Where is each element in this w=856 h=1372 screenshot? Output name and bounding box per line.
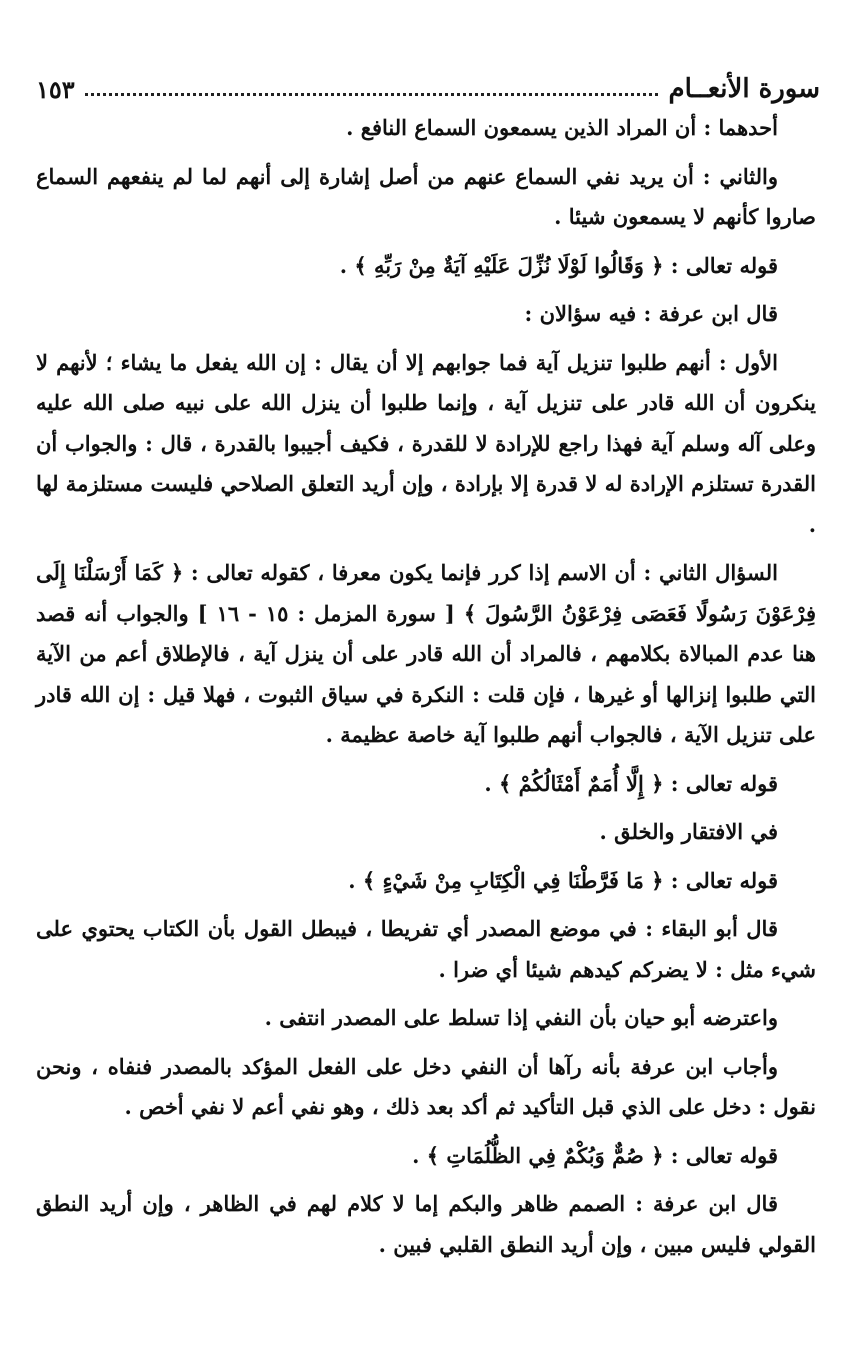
verse-heading: قوله تعالى : ﴿ مَا فَرَّطْنَا فِي الْكِتَابِ مِنْ شَيْءٍ ﴾ . <box>348 867 778 893</box>
page-body <box>36 108 816 1273</box>
surah-title: سورة الأنعــام <box>668 74 820 104</box>
paragraph: وأجاب ابن عرفة بأنه رآها أن النفي دخل على الفعل المؤكد بالمصدر فنفاه ، ونحن نقول : دخل على الذي قبل التأكيد ثم أكد بعد ذلك ، وهو نفي أعم لا نفي أخص . <box>36 1053 816 1119</box>
paragraph: واعترضه أبو حيان بأن النفي إذا تسلط على المصدر انتفى . <box>264 1005 778 1030</box>
paragraph: قال ابن عرفة : فيه سؤالان : <box>524 301 778 326</box>
page-number: ١٥٣ <box>36 75 75 104</box>
paragraph: قال أبو البقاء : في موضع المصدر أي تفريطا ، فيبطل القول بأن الكتاب يحتوي على شيء مثل : لا يضركم كيدهم شيئا أي ضرا . <box>36 916 816 982</box>
paragraph: والثاني : أن يريد نفي السماع عنهم من أصل إشارة إلى أنهم لما لم ينفعهم السماع صاروا كأنهم لا يسمعون شيئا . <box>36 163 816 229</box>
verse-heading: قوله تعالى : ﴿ إِلَّا أُمَمٌ أَمْثَالُكُمْ ﴾ . <box>484 770 778 796</box>
verse-heading: قوله تعالى : ﴿ وَقَالُوا لَوْلَا نُزِّلَ عَلَيْهِ آيَةٌ مِنْ رَبِّهِ ﴾ . <box>339 252 778 278</box>
paragraph: قال ابن عرفة : الصمم ظاهر والبكم إما لا كلام لهم في الظاهر ، وإن أريد النطق القولي فليس مبين ، وإن أريد النطق القلبي فبين . <box>36 1191 816 1257</box>
verse-heading: قوله تعالى : ﴿ صُمٌّ وَبُكْمٌ فِي الظُّلُمَاتِ ﴾ . <box>412 1142 778 1168</box>
paragraph: السؤال الثاني : أن الاسم إذا كرر فإنما يكون معرفا ، كقوله تعالى : ﴿ كَمَا أَرْسَلْنَا إِلَى فِرْعَوْنَ رَسُولًا فَعَصَى فِرْعَوْنُ الرَّسُولَ ﴾ [ سورة المزمل : ١٥ - ١٦ ] والجواب أنه قصد هنا عدم المبالاة بكلامهم ، فالمراد أن الله قادر على أن ينزل آية ، فالإطلاق أعم من الآية التي طلبوا إنزالها أو غيرها ، فإن قلت : النكرة في سياق الثبوت ، فهلا قيل : إن الله قادر على تنزيل الآية ، فالجواب أنهم طلبوا آية خاصة عظيمة . <box>36 560 816 747</box>
paragraph: الأول : أنهم طلبوا تنزيل آية فما جوابهم إلا أن يقال : إن الله يفعل ما يشاء ؛ لأنهم لا ينكرون أن الله قادر على تنزيل آية ، وإنما طلبوا أن ينزل الله على نبيه صلى الله عليه وعلى آله وسلم آية فهذا راجع للإرادة لا للقدرة ، فكيف أجيبوا بالقدرة ، قال : والجواب أن القدرة تستلزم الإرادة له لا قدرة إلا بإرادة ، وإن أريد التعلق الصلاحي فليست مستلزمة لها . <box>36 349 816 537</box>
header-dotted-leader <box>85 93 659 96</box>
paragraph: في الافتقار والخلق . <box>599 819 778 844</box>
paragraph: أحدهما : أن المراد الذين يسمعون السماع النافع . <box>346 115 778 140</box>
page-header <box>36 58 820 104</box>
